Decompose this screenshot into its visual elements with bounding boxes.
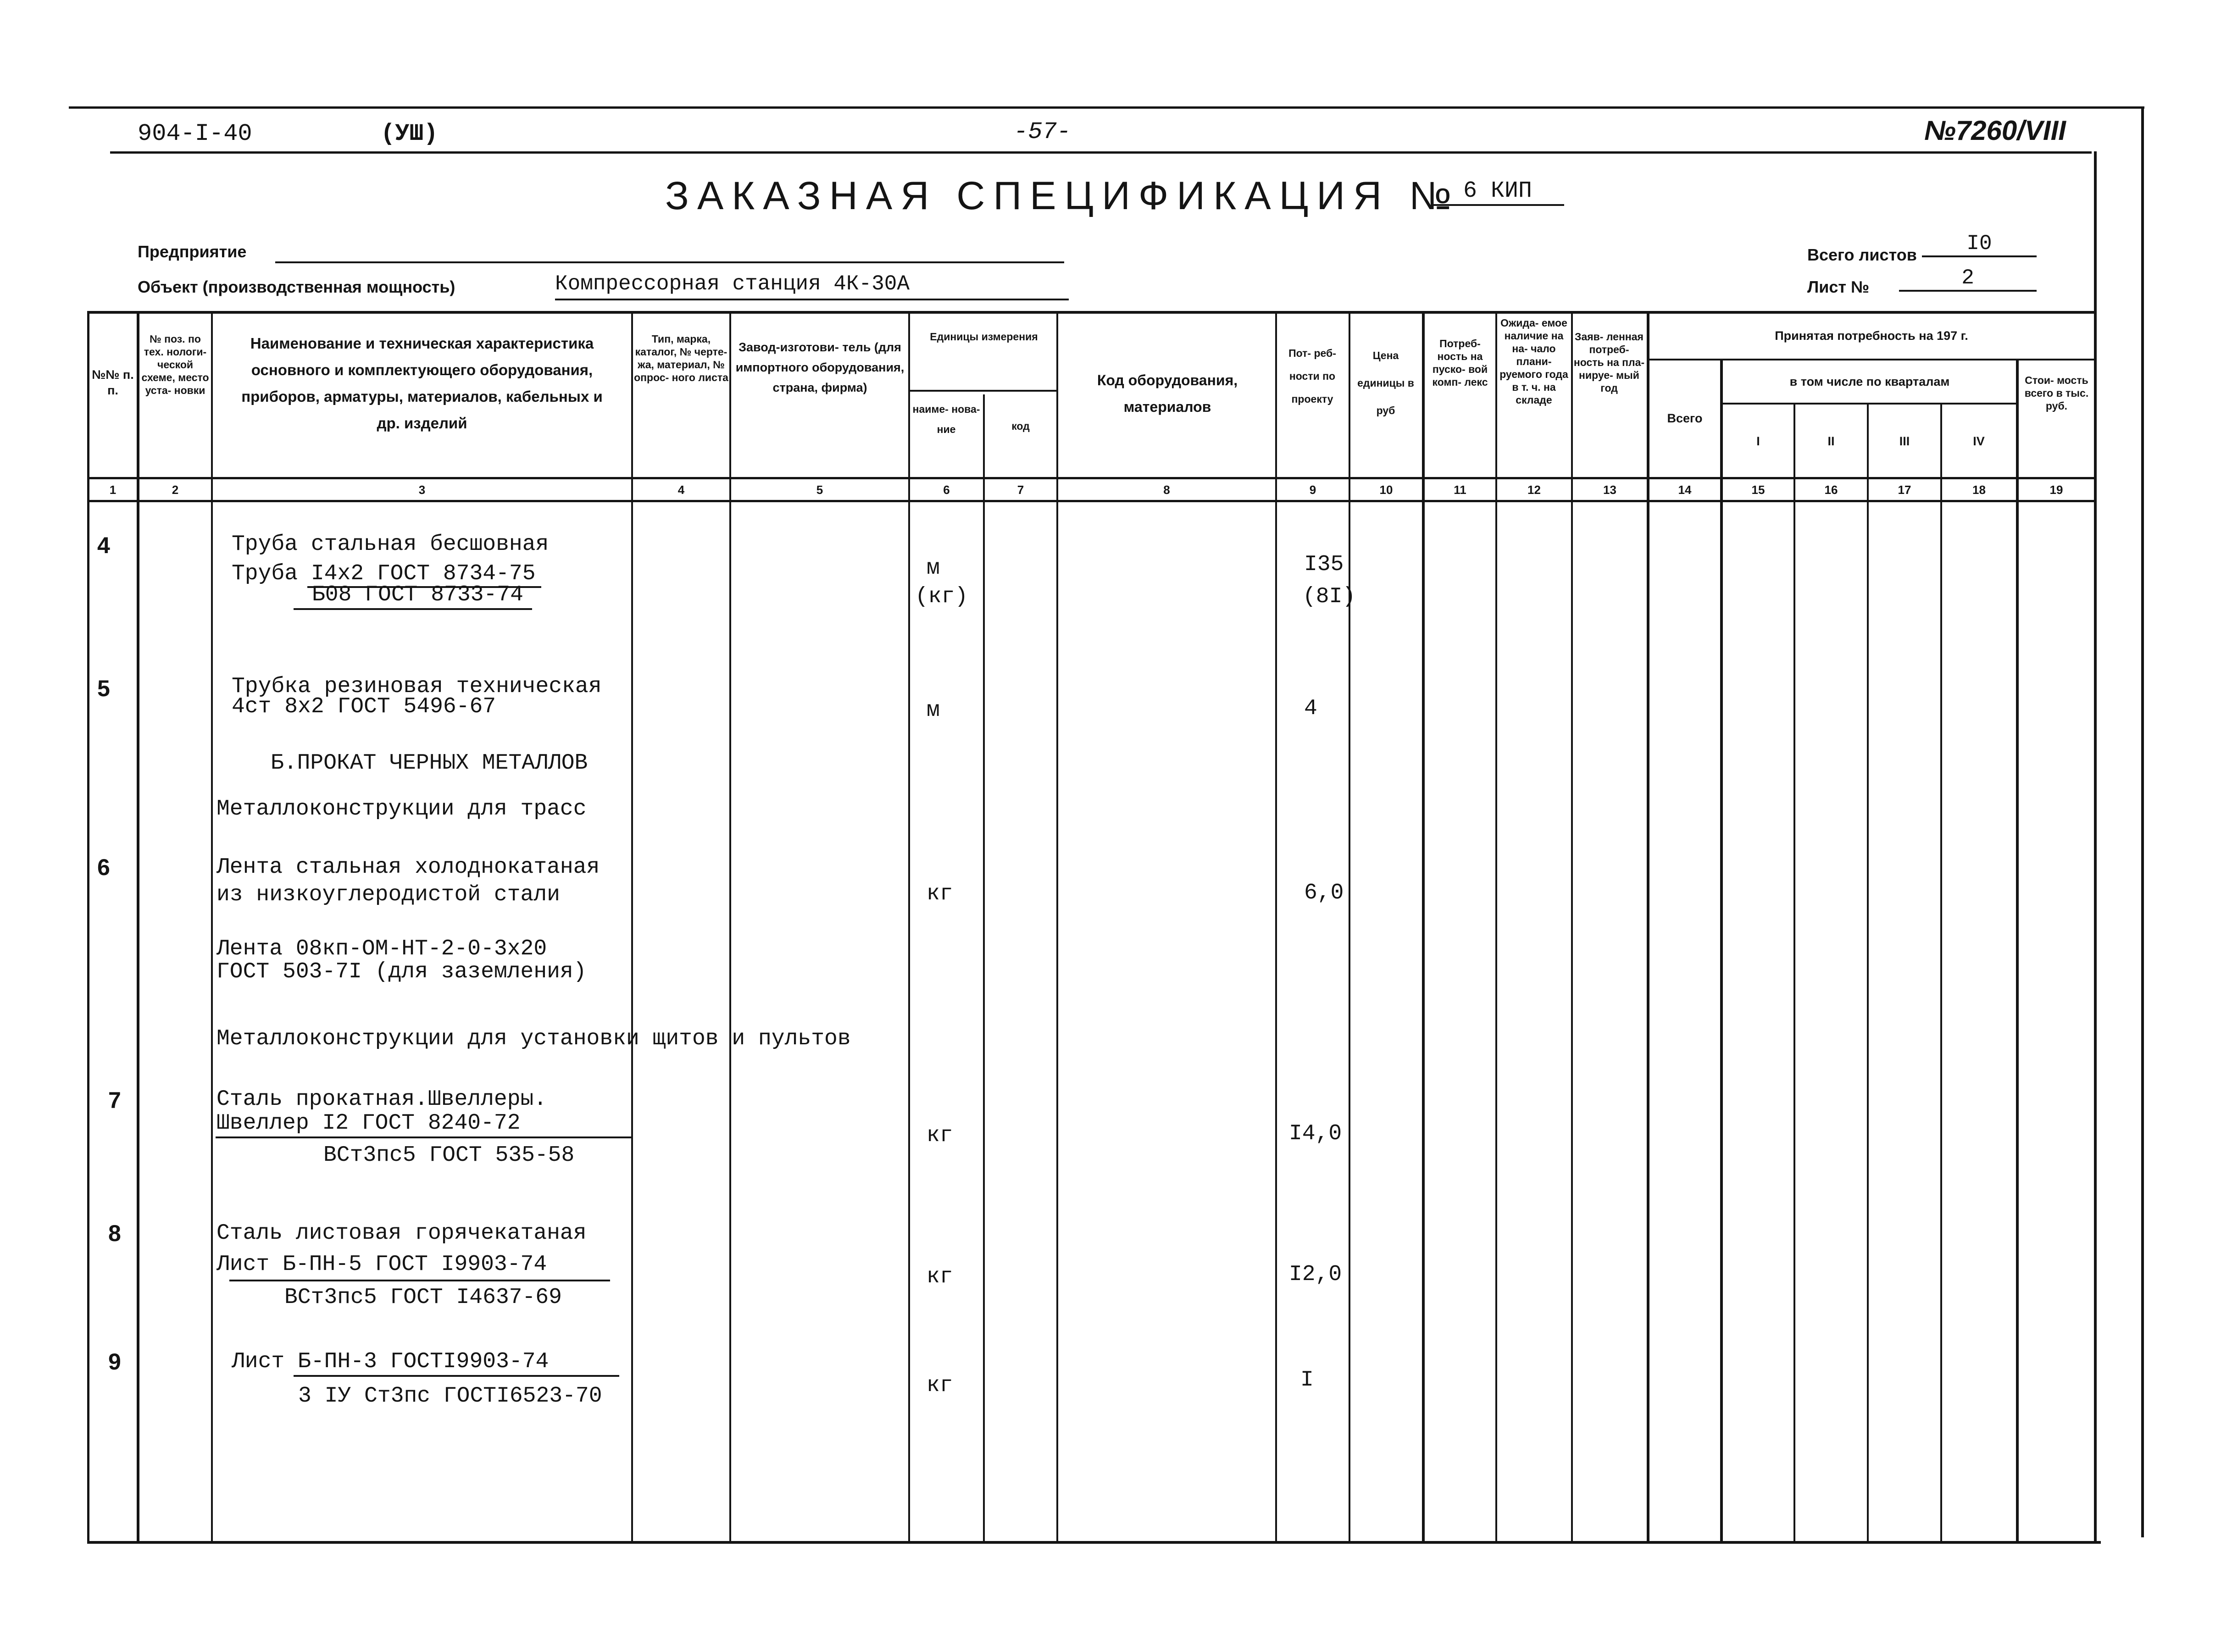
material-underline	[294, 608, 532, 610]
item-standard: ГОСТ 503-7I (для заземления)	[217, 959, 587, 984]
item-spec: Лента 08кп-ОМ-НТ-2-0-3х20	[217, 937, 547, 961]
item-material: ВСт3пс5 ГОСТ 535-58	[323, 1143, 575, 1168]
item-material: Б08 ГОСТ 8733-74	[312, 582, 523, 607]
album-code: (УШ)	[381, 120, 438, 147]
col-header-10: Цена единицы в руб	[1357, 349, 1414, 416]
item-quantity-alt: (8I)	[1303, 584, 1356, 609]
item-unit: м	[927, 698, 940, 723]
col-header-9: Пот- реб- ности по проекту	[1288, 347, 1336, 405]
quarters-subheader-line	[1720, 403, 2018, 405]
section-heading: Б.ПРОКАТ ЧЕРНЫХ МЕТАЛЛОВ	[271, 751, 588, 776]
col-number: 3	[418, 483, 426, 497]
item-name: Лист Б-ПН-3 ГОСТI9903-74	[232, 1349, 549, 1374]
sheet-value: 2	[1899, 266, 2037, 292]
item-quantity: I2,0	[1289, 1262, 1342, 1287]
col-header-14: Всего	[1667, 411, 1703, 425]
col-number: 4	[677, 483, 685, 497]
item-unit: м	[927, 556, 940, 581]
item-name: Трубка резиновая техническая	[232, 674, 602, 699]
item-name: Сталь прокатная.Швеллеры.	[217, 1087, 547, 1112]
col-number: 15	[1751, 483, 1765, 497]
sheet-label: Лист №	[1807, 277, 1870, 296]
item-name: Сталь листовая горячекатаная	[217, 1221, 587, 1246]
col-divider-15-16	[1793, 404, 1795, 1544]
col-header-units: Единицы измерения	[930, 331, 1038, 343]
col-number: 2	[172, 483, 179, 497]
row-number: 9	[108, 1349, 121, 1375]
table-top-border	[87, 311, 2096, 314]
col-number: 5	[816, 483, 823, 497]
col-divider-17-18	[1940, 404, 1942, 1544]
col-number: 13	[1603, 483, 1616, 497]
col-number: 19	[2049, 483, 2063, 497]
subsection-heading: Металлоконструкции для установки щитов и пультов	[217, 1026, 851, 1051]
item-material: 3 IУ Ст3пс ГОСТI6523-70	[298, 1384, 602, 1408]
item-unit: кг	[927, 1264, 953, 1289]
item-quantity: 4	[1304, 696, 1317, 721]
table-bottom-border	[87, 1541, 2101, 1544]
item-quantity: I35	[1304, 552, 1344, 577]
enterprise-label: Предприятие	[138, 242, 247, 261]
item-unit: кг	[927, 881, 953, 906]
row-number: 6	[97, 854, 110, 880]
col-header-19: Стои- мость всего в тыс. руб.	[2024, 374, 2089, 412]
spec-number: 6 КИП	[1431, 178, 1564, 206]
row-number: 8	[108, 1220, 121, 1246]
item-name-continued: из низкоуглеродистой стали	[217, 882, 560, 907]
header-rule	[69, 106, 2144, 109]
item-name: Труба стальная бесшовная	[232, 532, 549, 557]
col-header-11: Потреб- ность на пуско- вой комп- лекс	[1432, 338, 1488, 388]
col-header-3: Наименование и техническая характеристика основного и комплектующего оборудования, приборов, арматуры, материалов, кабельных и др. изделий	[241, 335, 603, 432]
project-code: 904-I-40	[138, 120, 252, 147]
col-header-16: II	[1827, 434, 1835, 448]
col-number: 10	[1379, 483, 1393, 497]
col-header-18: IV	[1973, 434, 1985, 448]
document-title: ЗАКАЗНАЯ СПЕЦИФИКАЦИЯ №	[665, 174, 1460, 218]
col-number: 14	[1678, 483, 1692, 497]
col-header-15: I	[1756, 434, 1760, 448]
item-quantity: I4,0	[1289, 1121, 1342, 1146]
col-number: 11	[1454, 483, 1466, 497]
enterprise-value	[275, 238, 1064, 263]
col-header-2: № поз. по тех. нологи- ческой схеме, место уста- новки	[141, 333, 209, 396]
col-header-quarters: в том числе по кварталам	[1789, 375, 1950, 388]
col-number: 7	[1017, 483, 1024, 497]
spec-underline	[229, 1280, 610, 1281]
col-header-8: Код оборудования, материалов	[1097, 372, 1238, 415]
item-unit: кг	[927, 1373, 953, 1398]
col-number: 16	[1824, 483, 1838, 497]
header-underline	[110, 151, 2092, 154]
page-number: -57-	[1014, 118, 1071, 145]
col-header-6: наиме- нова- ние	[912, 403, 980, 435]
item-unit: кг	[927, 1123, 953, 1148]
col-header-accepted: Принятая потребность на 197 г.	[1775, 329, 1968, 343]
col-header-17: III	[1899, 434, 1910, 448]
item-spec: 4ст 8х2 ГОСТ 5496-67	[232, 694, 496, 719]
total-sheets-value: I0	[1922, 232, 2037, 257]
spec-underline	[294, 1375, 619, 1377]
col-divider-16-17	[1867, 404, 1869, 1544]
col-header-1: №№ п. п.	[92, 368, 134, 397]
col-header-5: Завод-изготови- тель (для импортного оборудования, страна, фирма)	[735, 340, 905, 394]
col-header-4: Тип, марка, каталог, № черте- жа, материал, № опрос- ного листа	[634, 333, 728, 383]
col-number: 1	[109, 483, 117, 497]
row-number: 5	[97, 676, 110, 701]
total-sheets-label: Всего листов	[1807, 245, 1917, 264]
accepted-subheader-line	[1647, 359, 2096, 360]
item-spec: Лист Б-ПН-5 ГОСТ I9903-74	[217, 1252, 547, 1277]
col-number: 8	[1163, 483, 1170, 497]
object-value: Компрессорная станция 4К-30А	[555, 272, 1069, 300]
item-quantity: I	[1300, 1368, 1314, 1392]
col-header-12: Ожида- емое наличие на на- чало плани- руемого года в т. ч. на складе	[1499, 317, 1568, 406]
col-number: 6	[943, 483, 950, 497]
subsection-heading: Металлоконструкции для трасс	[217, 797, 587, 821]
row-number: 7	[108, 1087, 121, 1113]
units-subheader-line	[908, 390, 1058, 392]
right-outer-edge	[2141, 106, 2144, 1537]
col-header-13: Заяв- ленная потреб- ность на пла- нируе- мый год	[1573, 331, 1645, 394]
document-stamp: №7260/VIII	[1924, 115, 2066, 146]
col-number: 17	[1898, 483, 1911, 497]
object-label: Объект (производственная мощность)	[138, 277, 455, 296]
col-divider-18-19	[2016, 360, 2019, 1544]
spec-underline	[216, 1136, 633, 1138]
item-spec: Труба I4х2 ГОСТ 8734-75	[232, 561, 536, 586]
col-divider-14-15	[1720, 360, 1723, 1544]
item-unit-alt: (кг)	[915, 584, 968, 609]
item-name: Лента стальная холоднокатаная	[217, 855, 600, 880]
item-material: ВСт3пс5 ГОСТ I4637-69	[284, 1285, 562, 1310]
col-number: 18	[1972, 483, 1986, 497]
item-spec: Швеллер I2 ГОСТ 8240-72	[217, 1111, 521, 1136]
item-quantity: 6,0	[1304, 881, 1344, 905]
row-number: 4	[97, 532, 110, 558]
col-header-7: код	[1011, 420, 1030, 432]
col-divider-6-7	[983, 394, 985, 1544]
col-number: 12	[1527, 483, 1541, 497]
col-number: 9	[1309, 483, 1316, 497]
